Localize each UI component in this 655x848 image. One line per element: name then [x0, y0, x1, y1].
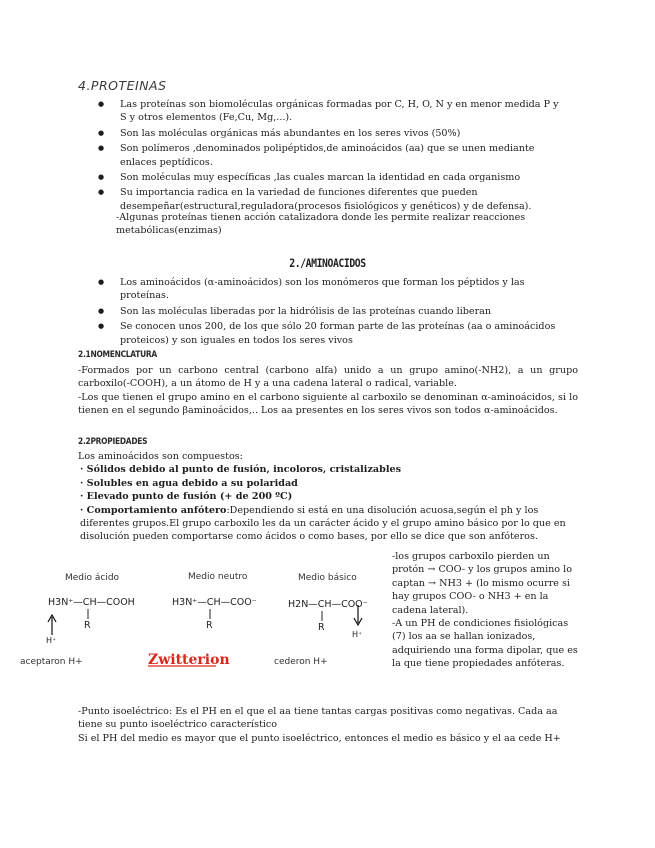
list-item: ● Son moléculas muy específicas ,las cuales marcan la identidad en cada organismo — [98, 171, 568, 184]
paragraph: -Punto isoeléctrico: Es el PH en el que el aa tiene tantas cargas positivas como negativas. Cada aa tiene su punto isoeléctrico característico — [78, 706, 558, 731]
section-title-proteinas: 4.PROTEINAS — [78, 78, 167, 93]
neutral-r-group: R — [206, 620, 213, 631]
amphoteric-diagram — [20, 565, 390, 675]
paragraph: -Los que tienen el grupo amino en el carbono siguiente al carboxilo se denominan α-aminoácidos, si lo tienen en el segundo βaminoácidos,.. Los aa presentes en los seres vivos son todos α-aminoácidos. — [78, 391, 578, 417]
acid-medium-label: Medio ácido — [65, 573, 120, 583]
zwitterion-label: Zwitterion — [148, 652, 230, 668]
list-item: ● Son las moléculas orgánicas más abundantes en los seres vivos (50%) — [98, 127, 568, 140]
paragraph: -los grupos carboxilo pierden un protón → COO- y los grupos amino lo captan → NH3 + (lo mismo ocurre si hay grupos COO- o NH3 + en la cadena lateral). — [392, 551, 572, 616]
acid-h-plus: H⁺ — [46, 636, 57, 645]
basic-h-plus: H⁺ — [352, 630, 363, 639]
anfotero-label: · Comportamiento anfótero — [80, 504, 227, 516]
basic-caption: cederon H+ — [274, 657, 328, 667]
propiedades-list — [78, 450, 578, 544]
basic-formula: H2N—CH—COO⁻ — [288, 599, 368, 610]
acid-caption: aceptaron H+ — [20, 657, 83, 667]
heading-nomenclatura: 2.1NOMENCLATURA — [78, 350, 157, 360]
paragraph: -A un PH de condiciones fisiológicas (7) los aa se hallan ionizados, adquiriendo una forma dipolar, que es la que tiene propiedades anfóteras. — [392, 618, 578, 670]
neutral-medium-label: Medio neutro — [188, 572, 248, 582]
acid-r-group: R — [84, 620, 91, 631]
paragraph: Si el PH del medio es mayor que el punto isoeléctrico, entonces el medio es básico y el aa cede H+ — [78, 732, 561, 744]
anfotero-text: :Dependiendo si está en una disolución acuosa,según el ph y los diferentes grupos.El grupo carboxilo les da un carácter ácido y el grupo amino básico por lo que en disolución pueden comportarse como ácidos o como bases, por ello se dice que son anfóteros. — [80, 504, 566, 543]
amphoteric-explanation — [392, 550, 582, 671]
basic-medium-label: Medio básico — [298, 573, 357, 583]
proteinas-bullet-list — [98, 98, 568, 215]
section-title-aminoacidos: 2./AMINOACIDOS — [289, 256, 366, 270]
basic-r-group: R — [318, 622, 325, 633]
list-item: ● Son polímeros ,denominados polipéptidos,de aminoácidos (aa) que se unen mediante enlaces peptídicos. — [98, 142, 568, 169]
list-item: ● Las proteínas son biomoléculas orgánicas formadas por C, H, O, N y en menor medida P y S y otros elementos (Fe,Cu, Mg,...). — [98, 98, 568, 125]
acid-formula: H3N⁺—CH—COOH — [48, 597, 135, 608]
aminoacidos-bullet-list — [98, 276, 568, 349]
list-item: ● Se conocen unos 200, de los que sólo 20 forman parte de las proteínas (aa o aminoácidos proteicos) y son iguales en todos los seres vivos — [98, 320, 568, 347]
heading-propiedades: 2.2PROPIEDADES — [78, 437, 148, 447]
proteinas-extra-line: -Algunas proteínas tienen acción catalizadora donde les permite realizar reacciones metabólicas(enzimas) — [116, 212, 526, 237]
property-item: · Solubles en agua debido a su polaridad — [80, 477, 298, 489]
nomenclatura-text — [78, 364, 578, 418]
list-item: ● Los aminoácidos (α-aminoácidos) son los monómeros que forman los péptidos y las proteínas. — [98, 276, 568, 303]
property-item: · Sólidos debido al punto de fusión, incoloros, cristalizables — [80, 464, 401, 476]
list-item: ● Son las moléculas liberadas por la hidrólisis de las proteínas cuando liberan — [98, 305, 568, 318]
list-item: ● Su importancia radica en la variedad de funciones diferentes que pueden desempeñar(estructural,reguladora(procesos fisiológicos y genéticos) y de defensa). — [98, 186, 568, 213]
property-item: · Elevado punto de fusión (+ de 200 ºC) — [80, 491, 293, 503]
propiedades-intro: Los aminoácidos son compuestos: — [78, 451, 243, 462]
isoelectric-text — [78, 705, 583, 745]
property-item-anfotero — [78, 504, 578, 544]
neutral-formula: H3N⁺—CH—COO⁻ — [172, 597, 257, 608]
paragraph: -Formados por un carbono central (carbono alfa) unido a un grupo amino(-NH2), a un grupo carboxilo(-COOH), a un átomo de H y a una cadena lateral o radical, variable. — [78, 365, 578, 390]
